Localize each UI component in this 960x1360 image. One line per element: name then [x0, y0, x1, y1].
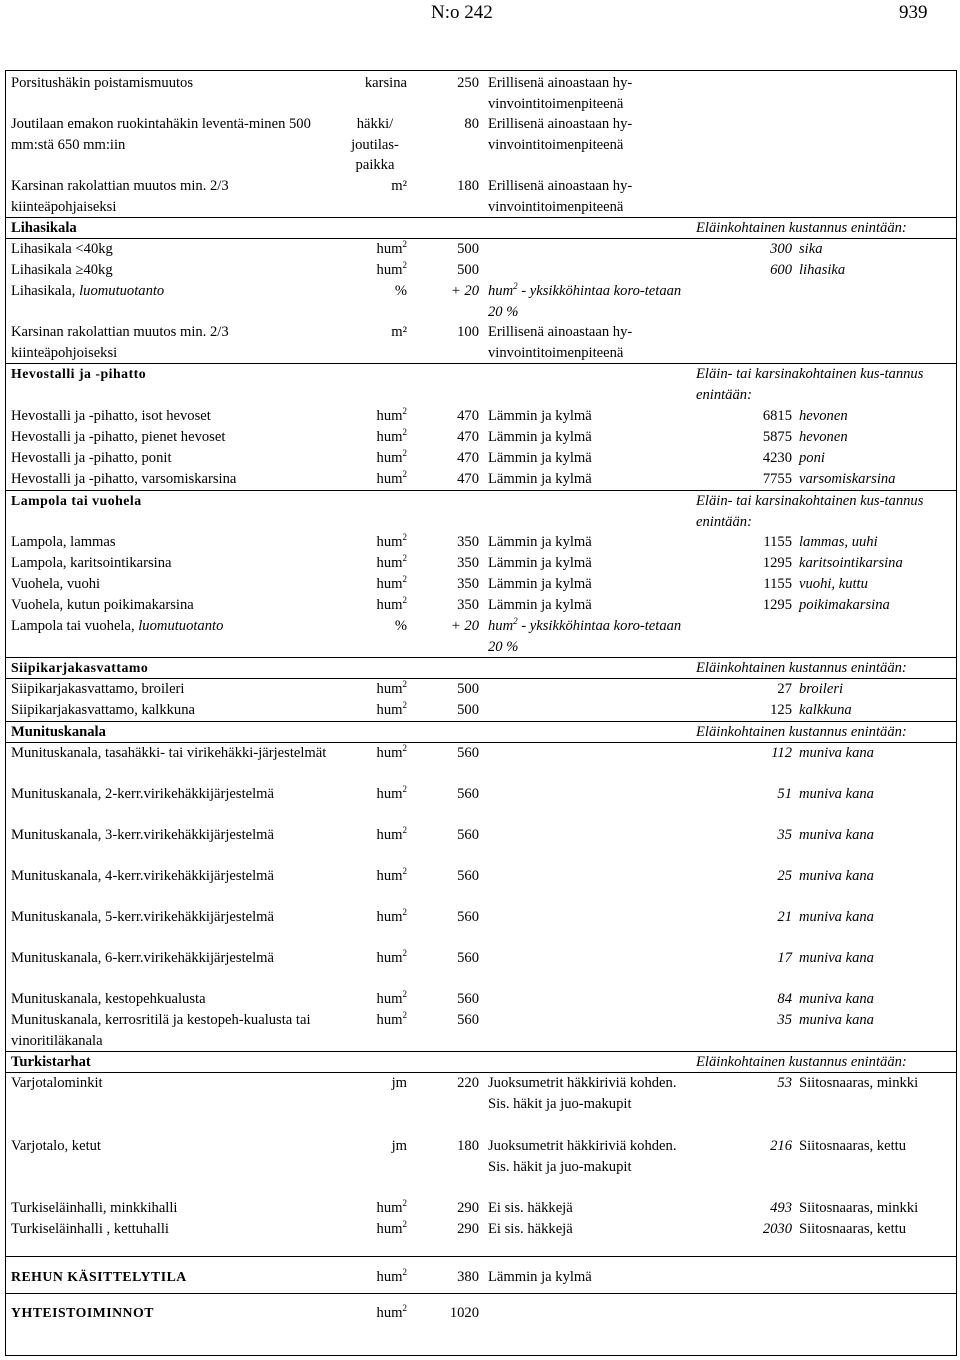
- row-unit: hum: [376, 681, 403, 697]
- row-qty: 500: [457, 702, 479, 718]
- row-name: Munituskanala, tasahäkki- tai virikehäkki-järjestelmät: [11, 745, 327, 761]
- superscript: 2: [402, 1303, 407, 1314]
- row-value: 300: [770, 241, 792, 257]
- row-name: Lampola, lammas: [11, 534, 116, 550]
- superscript: 2: [402, 406, 407, 417]
- row-name: Joutilaan emakon ruokintahäkin leventä-minen 500 mm:stä 650 mm:iin: [11, 116, 311, 153]
- row-qty: 380: [457, 1269, 479, 1285]
- superscript: 2: [402, 1219, 407, 1230]
- superscript: 2: [402, 907, 407, 918]
- row-unit: hum: [376, 1305, 403, 1321]
- row-qty: 180: [457, 178, 479, 194]
- row-value: 1155: [763, 534, 792, 550]
- row-text: hum$^2$ - yksikköhintaa koro-tetaan 20 %: [488, 281, 682, 320]
- row-unit: hum: [376, 1200, 403, 1216]
- row-kind: hevonen: [799, 408, 848, 424]
- row-unit: m²: [391, 324, 407, 340]
- row-value: 7755: [762, 471, 792, 487]
- row-value: 25: [777, 868, 792, 884]
- row-name: Lihasikala ≥40kg: [11, 262, 113, 278]
- cost-table: [5, 70, 957, 1356]
- row-unit: hum: [376, 1269, 403, 1285]
- row-kind: muniva kana: [799, 991, 874, 1007]
- row-unit: hum: [376, 241, 403, 257]
- row-unit: hum: [376, 950, 403, 966]
- row-qty: 500: [457, 262, 479, 278]
- row-kind: varsomiskarsina: [799, 471, 896, 487]
- row-value: 35: [777, 827, 792, 843]
- row-value: 1155: [763, 576, 792, 592]
- row-value: 600: [770, 262, 792, 278]
- row-text: Erillisenä ainoastaan hy-vinvointitoimenpiteenä: [488, 324, 633, 361]
- row-text: Lämmin ja kylmä: [488, 429, 592, 445]
- superscript: 2: [402, 427, 407, 438]
- row-qty: 560: [457, 868, 479, 884]
- row-unit: hum: [376, 262, 403, 278]
- row-name: Munituskanala, 4-kerr.virikehäkkijärjestelmä: [11, 868, 275, 884]
- row-text: Erillisenä ainoastaan hy-vinvointitoimenpiteenä: [488, 178, 633, 215]
- row-kind: lihasika: [799, 262, 846, 278]
- section-title: Lihasikala: [11, 220, 77, 236]
- row-unit: jm: [391, 1138, 407, 1154]
- row-name: Lihasikala, luomutuotanto: [11, 283, 165, 299]
- row-unit: hum: [376, 534, 403, 550]
- superscript: 2: [402, 448, 407, 459]
- row-value: 112: [771, 745, 792, 761]
- row-text: Ei sis. häkkejä: [488, 1200, 573, 1216]
- row-name: YHTEISTOIMINNOT: [11, 1305, 154, 1320]
- row-unit: karsina: [364, 75, 407, 91]
- row-qty: 350: [457, 555, 479, 571]
- row-value: 1295: [762, 555, 792, 571]
- row-kind: muniva kana: [799, 786, 874, 802]
- row-value: 53: [777, 1075, 792, 1091]
- row-kind: kalkkuna: [799, 702, 852, 718]
- row-name: Hevostalli ja -pihatto, pienet hevoset: [11, 429, 226, 445]
- row-qty: 560: [457, 786, 479, 802]
- document-number: N:o 242: [431, 2, 493, 23]
- row-name: Siipikarjakasvattamo, kalkkuna: [11, 702, 195, 718]
- row-qty: 80: [464, 116, 479, 132]
- row-qty: 500: [457, 681, 479, 697]
- row-text: Lämmin ja kylmä: [488, 450, 592, 466]
- row-unit: hum: [376, 991, 403, 1007]
- row-name: Varjotalo, ketut: [11, 1138, 101, 1154]
- row-name: Hevostalli ja -pihatto, ponit: [11, 450, 172, 466]
- row-kind: vuohi, kuttu: [799, 576, 868, 592]
- row-name: Munituskanala, kerrosritilä ja kestopeh-kualusta tai vinoritiläkanala: [11, 1012, 311, 1049]
- section-title: Siipikarjakasvattamo: [11, 660, 149, 675]
- row-kind: muniva kana: [799, 909, 874, 925]
- row-unit: hum: [376, 597, 403, 613]
- row-name: Hevostalli ja -pihatto, isot hevoset: [11, 408, 211, 424]
- row-unit: hum: [376, 429, 403, 445]
- row-qty: 560: [457, 745, 479, 761]
- superscript: 2: [402, 866, 407, 877]
- row-name: Karsinan rakolattian muutos min. 2/3 kiinteäpohjaiseksi: [11, 178, 229, 215]
- row-text: Lämmin ja kylmä: [488, 1269, 592, 1285]
- row-text: Erillisenä ainoastaan hy-vinvointitoimenpiteenä: [488, 116, 633, 153]
- row-qty: 180: [457, 1138, 479, 1154]
- row-qty: 560: [457, 827, 479, 843]
- row-qty: 220: [457, 1075, 479, 1091]
- row-qty: 470: [457, 408, 479, 424]
- superscript: 2: [402, 1267, 407, 1278]
- row-name: Hevostalli ja -pihatto, varsomiskarsina: [11, 471, 237, 487]
- row-name: Vuohela, vuohi: [11, 576, 101, 592]
- row-name: Karsinan rakolattian muutos min. 2/3 kiinteäpohjoiseksi: [11, 324, 229, 361]
- row-name: Siipikarjakasvattamo, broileri: [11, 681, 185, 697]
- superscript: 2: [402, 743, 407, 754]
- row-text: Ei sis. häkkejä: [488, 1221, 573, 1237]
- row-kind: muniva kana: [799, 745, 874, 761]
- row-unit: %: [394, 283, 407, 299]
- section-title: Hevostalli ja -pihatto: [11, 366, 147, 381]
- row-name: Munituskanala, 5-kerr.virikehäkkijärjestelmä: [11, 909, 275, 925]
- page-header: [0, 0, 960, 34]
- row-unit: hum: [376, 1221, 403, 1237]
- row-kind: muniva kana: [799, 827, 874, 843]
- row-qty: + 20: [450, 283, 479, 299]
- row-name: Munituskanala, kestopehkualusta: [11, 991, 206, 1007]
- row-text: Lämmin ja kylmä: [488, 555, 592, 571]
- row-qty: 250: [457, 75, 479, 91]
- superscript: 2: [402, 1010, 407, 1021]
- row-kind: Siitosnaaras, minkki: [799, 1200, 919, 1216]
- superscript: 2: [402, 948, 407, 959]
- row-qty: 290: [457, 1200, 479, 1216]
- superscript: 2: [402, 1198, 407, 1209]
- row-value: 35: [777, 1012, 792, 1028]
- row-name: Varjotalominkit: [11, 1075, 103, 1091]
- superscript: 2: [402, 532, 407, 543]
- row-unit: hum: [376, 408, 403, 424]
- row-text: hum$^2$ - yksikköhintaa koro-tetaan 20 %: [488, 616, 682, 655]
- row-qty: 350: [457, 597, 479, 613]
- row-value: 21: [777, 909, 792, 925]
- row-text: Lämmin ja kylmä: [488, 471, 592, 487]
- row-name: Turkiseläinhalli, minkkihalli: [11, 1200, 178, 1216]
- row-kind: poni: [799, 450, 825, 466]
- row-kind: lammas, uuhi: [799, 534, 878, 550]
- row-unit: %: [394, 618, 407, 634]
- row-name: Munituskanala, 3-kerr.virikehäkkijärjestelmä: [11, 827, 275, 843]
- divider: [6, 1256, 956, 1257]
- row-value: 2030: [762, 1221, 792, 1237]
- row-unit: jm: [391, 1075, 407, 1091]
- superscript: 2: [402, 989, 407, 1000]
- row-qty: 470: [457, 450, 479, 466]
- row-text: Lämmin ja kylmä: [488, 408, 592, 424]
- row-unit: hum: [376, 868, 403, 884]
- row-qty: 350: [457, 576, 479, 592]
- row-kind: muniva kana: [799, 950, 874, 966]
- row-value: 6815: [762, 408, 792, 424]
- row-text: Lämmin ja kylmä: [488, 597, 592, 613]
- row-kind: poikimakarsina: [799, 597, 890, 613]
- row-unit: hum: [376, 827, 403, 843]
- section-note: Eläin- tai karsinakohtainen kus-tannus enintään:: [696, 366, 924, 403]
- row-value: 216: [770, 1138, 792, 1154]
- row-unit: häkki/ joutilas-paikka: [351, 116, 399, 174]
- divider: [6, 1293, 956, 1294]
- row-name: Lihasikala <40kg: [11, 241, 113, 257]
- row-name: Lampola, karitsointikarsina: [11, 555, 172, 571]
- row-unit: hum: [376, 450, 403, 466]
- row-unit: hum: [376, 786, 403, 802]
- row-name: REHUN KÄSITTELYTILA: [11, 1269, 187, 1284]
- row-value: 4230: [762, 450, 792, 466]
- row-value: 493: [770, 1200, 792, 1216]
- row-qty: 470: [457, 471, 479, 487]
- row-kind: muniva kana: [799, 1012, 874, 1028]
- row-qty: 1020: [449, 1305, 479, 1321]
- superscript: 2: [402, 679, 407, 690]
- superscript: 2: [402, 784, 407, 795]
- row-value: 1295: [762, 597, 792, 613]
- superscript: 2: [402, 260, 407, 271]
- row-name: Munituskanala, 2-kerr.virikehäkkijärjestelmä: [11, 786, 275, 802]
- row-qty: 560: [457, 909, 479, 925]
- row-value: 17: [777, 950, 792, 966]
- row-qty: 100: [457, 324, 479, 340]
- row-kind: muniva kana: [799, 868, 874, 884]
- row-value: 5875: [762, 429, 792, 445]
- row-kind: sika: [799, 241, 823, 257]
- row-name: Lampola tai vuohela, luomutuotanto: [11, 618, 224, 634]
- row-unit: hum: [376, 555, 403, 571]
- row-qty: 560: [457, 991, 479, 1007]
- section-note: Eläin- tai karsinakohtainen kus-tannus enintään:: [696, 493, 924, 530]
- section-note: Eläinkohtainen kustannus enintään:: [696, 724, 907, 740]
- row-unit: hum: [376, 702, 403, 718]
- row-qty: 560: [457, 950, 479, 966]
- row-unit: hum: [376, 745, 403, 761]
- row-kind: Siitosnaaras, kettu: [799, 1138, 907, 1154]
- row-kind: Siitosnaaras, kettu: [799, 1221, 907, 1237]
- section-title: Turkistarhat: [11, 1054, 91, 1070]
- row-qty: 290: [457, 1221, 479, 1237]
- superscript: 2: [402, 469, 407, 480]
- row-text: Lämmin ja kylmä: [488, 534, 592, 550]
- section-title: Lampola tai vuohela: [11, 493, 142, 508]
- section-title: Munituskanala: [11, 724, 106, 740]
- row-name: Porsitushäkin poistamismuutos: [11, 75, 194, 91]
- row-qty: + 20: [450, 618, 479, 634]
- row-unit: hum: [376, 576, 403, 592]
- section-note: Eläinkohtainen kustannus enintään:: [696, 220, 907, 236]
- row-value: 27: [777, 681, 792, 697]
- row-kind: hevonen: [799, 429, 848, 445]
- row-unit: m²: [391, 178, 407, 194]
- row-kind: karitsointikarsina: [799, 555, 903, 571]
- section-note: Eläinkohtainen kustannus enintään:: [696, 1054, 907, 1070]
- section-note: Eläinkohtainen kustannus enintään:: [696, 660, 907, 676]
- superscript: 2: [402, 553, 407, 564]
- superscript: 2: [402, 239, 407, 250]
- row-text: Erillisenä ainoastaan hy-vinvointitoimenpiteenä: [488, 75, 633, 112]
- row-text: Lämmin ja kylmä: [488, 576, 592, 592]
- row-text: Juoksumetrit häkkiriviä kohden. Sis. häkit ja juo-makupit: [488, 1075, 677, 1112]
- row-value: 51: [777, 786, 792, 802]
- superscript: 2: [402, 595, 407, 606]
- superscript: 2: [402, 574, 407, 585]
- row-value: 84: [777, 991, 792, 1007]
- row-kind: Siitosnaaras, minkki: [799, 1075, 919, 1091]
- row-text: Juoksumetrit häkkiriviä kohden. Sis. häkit ja juo-makupit: [488, 1138, 677, 1175]
- row-qty: 470: [457, 429, 479, 445]
- row-qty: 350: [457, 534, 479, 550]
- row-name: Vuohela, kutun poikimakarsina: [11, 597, 194, 613]
- row-qty: 560: [457, 1012, 479, 1028]
- row-unit: hum: [376, 909, 403, 925]
- row-unit: hum: [376, 471, 403, 487]
- page-number: 939: [899, 2, 928, 23]
- row-qty: 500: [457, 241, 479, 257]
- superscript: 2: [402, 700, 407, 711]
- row-name: Munituskanala, 6-kerr.virikehäkkijärjestelmä: [11, 950, 275, 966]
- row-unit: hum: [376, 1012, 403, 1028]
- superscript: 2: [402, 825, 407, 836]
- row-name: Turkiseläinhalli , kettuhalli: [11, 1221, 169, 1237]
- row-kind: broileri: [799, 681, 844, 697]
- row-value: 125: [770, 702, 792, 718]
